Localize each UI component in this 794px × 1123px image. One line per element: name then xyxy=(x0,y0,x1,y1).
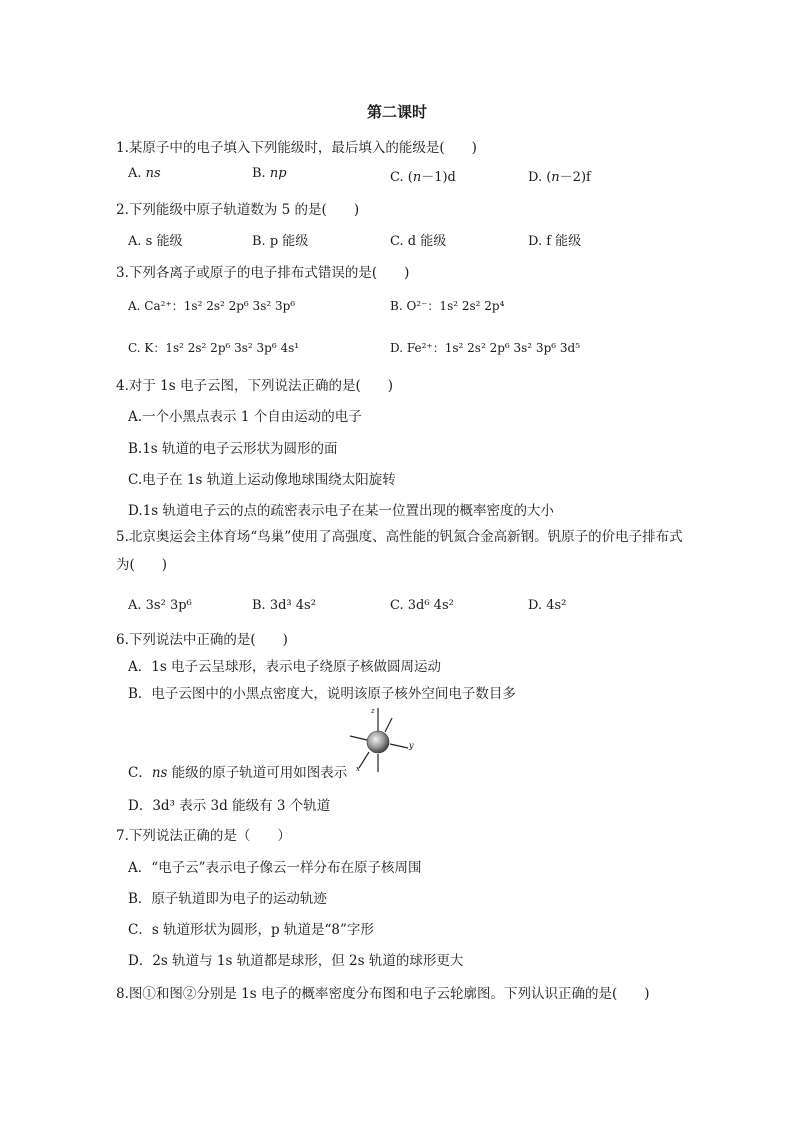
question-7-option-b: B．原子轨道即为电子的运动轨迹 xyxy=(128,891,327,907)
question-2-option-d: D. f 能级 xyxy=(528,234,582,249)
question-1-option-b: B. np xyxy=(252,166,287,181)
question-3-option-a: A. Ca²⁺：1s² 2s² 2p⁶ 3s² 3p⁶ xyxy=(128,299,296,313)
question-3-option-b: B. O²⁻：1s² 2s² 2p⁴ xyxy=(390,299,505,313)
question-3-option-c: C. K：1s² 2s² 2p⁶ 3s² 3p⁶ 4s¹ xyxy=(128,341,300,355)
question-5-option-c: C. 3d⁶ 4s² xyxy=(390,598,454,613)
question-2-option-c: C. d 能级 xyxy=(390,234,447,249)
question-1-option-c: C. (n－1)d xyxy=(390,170,456,185)
s-orbital-diagram xyxy=(348,704,420,776)
question-5-option-a: A. 3s² 3p⁶ xyxy=(128,598,192,613)
question-4-option-c: C.电子在 1s 轨道上运动像地球围绕太阳旋转 xyxy=(128,472,396,488)
question-3-option-d: D. Fe²⁺：1s² 2s² 2p⁶ 3s² 3p⁶ 3d⁵ xyxy=(390,341,581,355)
question-4-stem: 4.对于 1s 电子云图，下列说法正确的是( ) xyxy=(116,378,394,394)
question-4-option-b: B.1s 轨道的电子云形状为圆形的面 xyxy=(128,441,338,457)
question-6-option-b: B．电子云图中的小黑点密度大，说明该原子核外空间电子数目多 xyxy=(128,686,516,702)
question-6-option-c: C．ns 能级的原子轨道可用如图表示 xyxy=(128,765,348,781)
question-2-option-a: A. s 能级 xyxy=(128,234,183,249)
question-6-option-d: D．3d³ 表示 3d 能级有 3 个轨道 xyxy=(128,798,331,814)
x-axis-lower xyxy=(359,752,369,768)
z-axis-label: z xyxy=(371,707,375,715)
question-4-option-d: D.1s 轨道电子云的点的疏密表示电子在某一位置出现的概率密度的大小 xyxy=(128,503,554,519)
question-1-option-a: A. ns xyxy=(128,166,161,181)
question-5-stem: 5.北京奥运会主体育场“鸟巢”使用了高强度、高性能的钒氮合金高新钢。钒原子的价电子排布式为( ) xyxy=(116,529,683,573)
question-5-option-b: B. 3d³ 4s² xyxy=(252,598,316,613)
y-axis-right xyxy=(390,744,408,748)
question-3-stem: 3.下列各离子或原子的电子排布式错误的是( ) xyxy=(116,265,410,281)
s-orbital-sphere xyxy=(367,731,389,753)
question-1-option-d: D. (n－2)f xyxy=(528,170,591,185)
x-axis-upper xyxy=(385,718,392,732)
question-7-option-c: C．s 轨道形状为圆形，p 轨道是“8”字形 xyxy=(128,922,374,938)
question-1-stem: 1.某原子中的电子填入下列能级时，最后填入的能级是( ) xyxy=(116,140,477,156)
page-title: 第二课时 xyxy=(366,103,427,121)
question-2-option-b: B. p 能级 xyxy=(252,234,309,249)
question-6-stem: 6.下列说法中正确的是( ) xyxy=(116,632,288,648)
question-2-stem: 2.下列能级中原子轨道数为 5 的是( ) xyxy=(116,202,360,218)
s-orbital-figure xyxy=(348,704,420,776)
question-4-option-a: A.一个小黑点表示 1 个自由运动的电子 xyxy=(128,409,362,425)
y-axis-label: y xyxy=(409,741,414,750)
question-6-option-a: A．1s 电子云呈球形，表示电子绕原子核做圆周运动 xyxy=(128,659,442,675)
question-8-stem: 8.图①和图②分别是 1s 电子的概率密度分布图和电子云轮廓图。下列认识正确的是( ) xyxy=(116,986,650,1002)
x-axis-label: x xyxy=(356,765,360,773)
question-7-option-d: D．2s 轨道与 1s 轨道都是球形，但 2s 轨道的球形更大 xyxy=(128,953,464,969)
y-axis-left xyxy=(350,736,367,740)
question-7-stem: 7.下列说法正确的是（ ） xyxy=(116,828,291,844)
question-5-option-d: D. 4s² xyxy=(528,598,567,613)
question-7-option-a: A．“电子云”表示电子像云一样分布在原子核周围 xyxy=(128,860,422,876)
